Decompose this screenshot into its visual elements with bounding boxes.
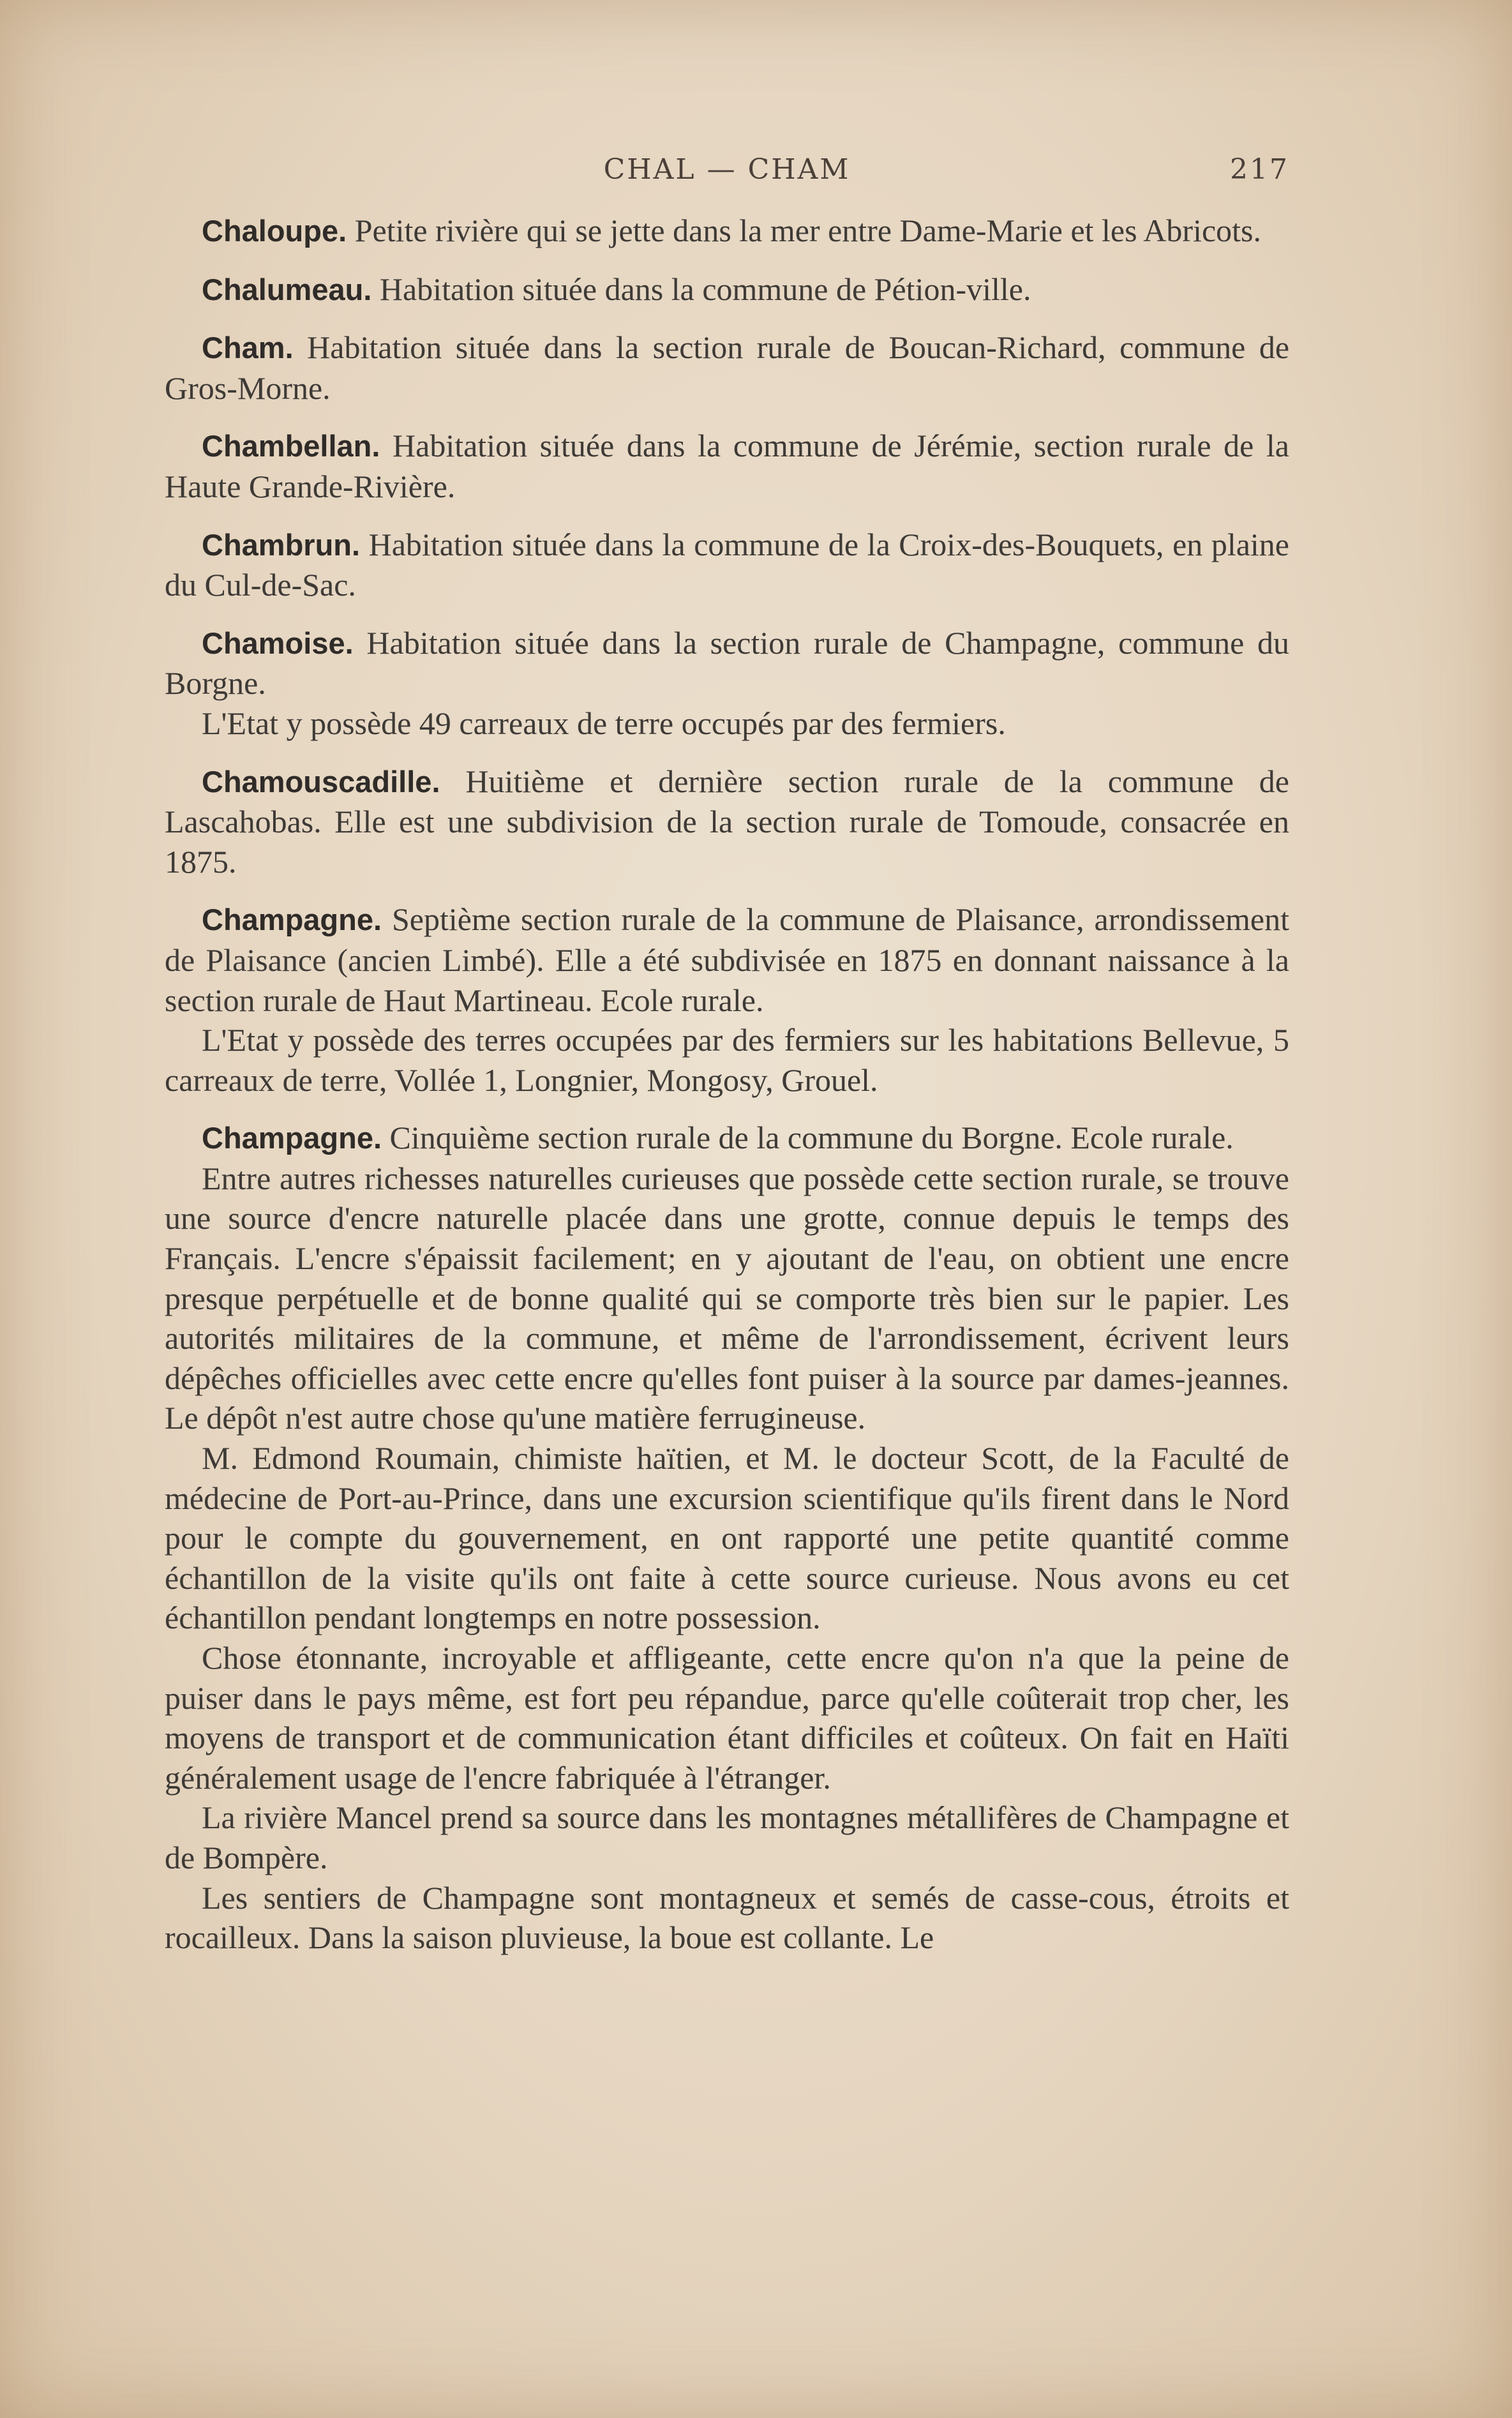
entry-paragraph: Chose étonnante, incroyable et affligeante, cette encre qu'on n'a que la peine de puiser dans le pays même, est fort peu répandue, parce qu'elle coûterait trop cher, les moyens de transport et de communication étant difficiles et coûteux. On fait en Haïti généralement usage de l'encre fabriquée à l'étranger. [165, 1640, 1289, 1796]
entry-paragraph: La rivière Mancel prend sa source dans les montagnes métallifères de Champagne et de Bompère. [165, 1799, 1289, 1875]
entry-champagne-plaisance [165, 899, 1289, 1100]
definition-text: Habitation située dans la commune de Jérémie, section rurale de la Haute Grande-Rivière. [165, 428, 1289, 504]
entry-chamoise [165, 623, 1289, 744]
entry-paragraph [165, 269, 1289, 310]
definition-text: Habitation située dans la commune de Pétion-ville. [379, 271, 1031, 307]
entry-paragraph [165, 211, 1289, 252]
headword: Cham. [202, 331, 294, 365]
headword: Chambellan. [202, 429, 380, 463]
entry-cham [165, 327, 1289, 408]
entry-paragraph: L'Etat y possède des terres occupées par des fermiers sur les habitations Bellevue, 5 carreaux de terre, Vollée 1, Longnier, Mongosy, Grouel. [165, 1022, 1289, 1098]
headword: Chamoise. [202, 626, 354, 660]
entry-paragraph [165, 525, 1289, 605]
definition-text: Habitation située dans la section rurale de Boucan-Richard, commune de Gros-Morne. [165, 329, 1290, 406]
definition-text: Petite rivière qui se jette dans la mer entre Dame-Marie et les Abricots. [354, 213, 1261, 248]
entry-chambellan [165, 426, 1289, 506]
definition-text: Habitation située dans la section rurale de Champagne, commune du Borgne. [165, 624, 1289, 702]
entry-paragraph [165, 327, 1289, 408]
page-number: 217 [1230, 153, 1289, 186]
entry-paragraph: M. Edmond Roumain, chimiste haïtien, et M. le docteur Scott, de la Faculté de médecine de Port-au-Prince, dans une excursion scientifique qu'ils firent dans le Nord pour le compte du gouvernement, en ont rapporté une petite quantité comme échantillon de la visite qu'ils ont faite à cette source curieuse. Nous avons eu cet échantillon pendant longtemps en notre possession. [165, 1440, 1289, 1636]
entry-chambrun [165, 525, 1289, 605]
definition-text: Cinquième section rurale de la commune du Borgne. Ecole rurale. [389, 1120, 1234, 1156]
definition-text: Septième section rurale de la commune de Plaisance, arrondissement de Plaisance (ancien Limbé). Elle a été subdivisée en 1875 en donnant naissance à la section rurale de Haut Martineau. Ecole rurale. [165, 901, 1290, 1018]
running-title: CHAL — CHAM [603, 153, 851, 186]
page-body [165, 211, 1289, 1976]
entry-chamouscadille [165, 762, 1289, 882]
entry-paragraph: Les sentiers de Champagne sont montagneux et semés de casse-cous, étroits et rocailleux. Dans la saison pluvieuse, la boue est collante. Le [165, 1879, 1289, 1956]
headword: Chambrun. [202, 527, 361, 562]
entry-paragraph [165, 426, 1289, 506]
headword: Champagne. [202, 903, 382, 937]
entry-chalumeau [165, 269, 1289, 310]
headword: Champagne. [202, 1121, 382, 1155]
entry-chaloupe [165, 211, 1289, 252]
headword: Chaloupe. [202, 214, 347, 248]
definition-text: Huitième et dernière section rurale de la commune de Lascahobas. Elle est une subdivision de la section rurale de Tomoude, consacrée en 1875. [165, 763, 1289, 880]
running-header [165, 153, 1289, 198]
entry-paragraph [165, 762, 1289, 882]
definition-text: Habitation située dans la commune de la Croix-des-Bouquets, en plaine du Cul-de-Sac. [165, 526, 1289, 603]
headword: Chalumeau. [202, 272, 372, 306]
entry-champagne-borgne [165, 1118, 1289, 1957]
entry-paragraph [165, 899, 1289, 1020]
entry-paragraph: Entre autres richesses naturelles curieuses que possède cette section rurale, se trouve une source d'encre naturelle placée dans une grotte, connue depuis le temps des Français. L'encre s'épaissit facilement; en y ajoutant de l'eau, on obtient une encre presque perpétuelle et de bonne qualité qui se comporte très bien sur le papier. Les autorités militaires de la commune, et même de l'arrondissement, écrivent leurs dépêches officielles avec cette encre qu'elles font puiser à la source par dames-jeannes. Le dépôt n'est autre chose qu'une matière ferrugineuse. [165, 1160, 1289, 1436]
entry-paragraph: L'Etat y possède 49 carreaux de terre occupés par des fermiers. [202, 705, 1006, 741]
entry-paragraph [165, 1118, 1289, 1159]
entry-paragraph [165, 623, 1289, 703]
headword: Chamouscadille. [202, 764, 440, 799]
